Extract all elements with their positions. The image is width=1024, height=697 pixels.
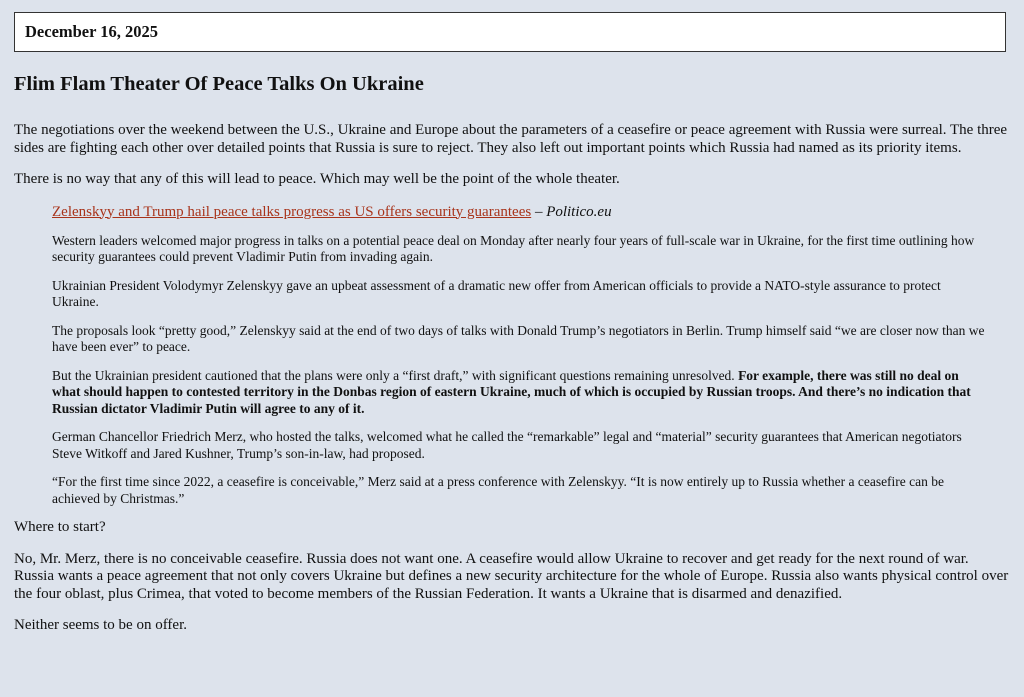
date-header (14, 12, 1006, 52)
quote-paragraph: Ukrainian President Volodymyr Zelenskyy gave an upbeat assessment of a dramatic new offer from American officials to provide a NATO-style assurance to protect Ukraine. (52, 277, 941, 309)
quote-emphasis: For example, there was still no deal on what should happen to contested territory in the Donbas region of eastern Ukraine, much of which is occupied by Russian troops. And there’s no indication that Russian dictator Vladimir Putin will agree to any of it. (52, 367, 971, 416)
quote-paragraph: “For the first time since 2022, a ceasefire is conceivable,” Merz said at a press conference with Zelenskyy. “It is now entirely up to Russia whether a ceasefire can be achieved by Christmas.” (52, 474, 945, 506)
quote-paragraph: The proposals look “pretty good,” Zelenskyy said at the end of two days of talks with Donald Trump’s negotiators in Berlin. Trump himself said “we are closer now than we have been ever” to peace. (52, 322, 985, 354)
intro-paragraph: The negotiations over the weekend between the U.S., Ukraine and Europe about the parameters of a ceasefire or peace agreement with Russia were surreal. The three sides are fighting each other over detailed points that Russia is sure to reject. They also left out important points which Russia had named as its priority items. (14, 122, 1008, 156)
intro-paragraph: There is no way that any of this will lead to peace. Which may well be the point of the whole theater. (14, 171, 620, 187)
post-date: December 16, 2025 (25, 22, 159, 41)
quote-text: But the Ukrainian president cautioned that the plans were only a “first draft,” with significant questions remaining unresolved. (52, 367, 739, 383)
post-content (14, 70, 1010, 649)
quote-paragraph (52, 368, 987, 418)
quote-paragraph: German Chancellor Friedrich Merz, who hosted the talks, welcomed what he called the “remarkable” legal and “material” security guarantees that American negotiators Steve Witkoff and Jared Kushner, Trump’s son-in-law, had proposed. (52, 429, 962, 461)
outro-paragraph: Where to start? (14, 519, 106, 535)
outro-paragraph: No, Mr. Merz, there is no conceivable ceasefire. Russia does not want one. A ceasefire would allow Ukraine to recover and get ready for the next round of war. Russia wants a peace agreement that not only covers Ukraine but defines a new security architecture for the whole of Europe. Russia also wants physical control over the four oblast, plus Crimea, that voted to become members of the Russian Federation. It wants a Ukraine that is disarmed and denazified. (14, 550, 1009, 602)
post-title: Flim Flam Theater Of Peace Talks On Ukraine (14, 73, 424, 95)
source-publication: Politico.eu (546, 203, 612, 220)
outro-paragraph: Neither seems to be on offer. (14, 617, 188, 633)
quote-source-line (52, 203, 987, 221)
blockquote (52, 203, 987, 508)
source-separator: – (531, 203, 547, 220)
source-article-link[interactable]: Zelenskyy and Trump hail peace talks progress as US offers security guarantees (52, 203, 532, 220)
quote-paragraph: Western leaders welcomed major progress in talks on a potential peace deal on Monday after nearly four years of full-scale war in Ukraine, for the first time outlining how security guarantees could prevent Vladimir Putin from invading again. (52, 232, 975, 264)
